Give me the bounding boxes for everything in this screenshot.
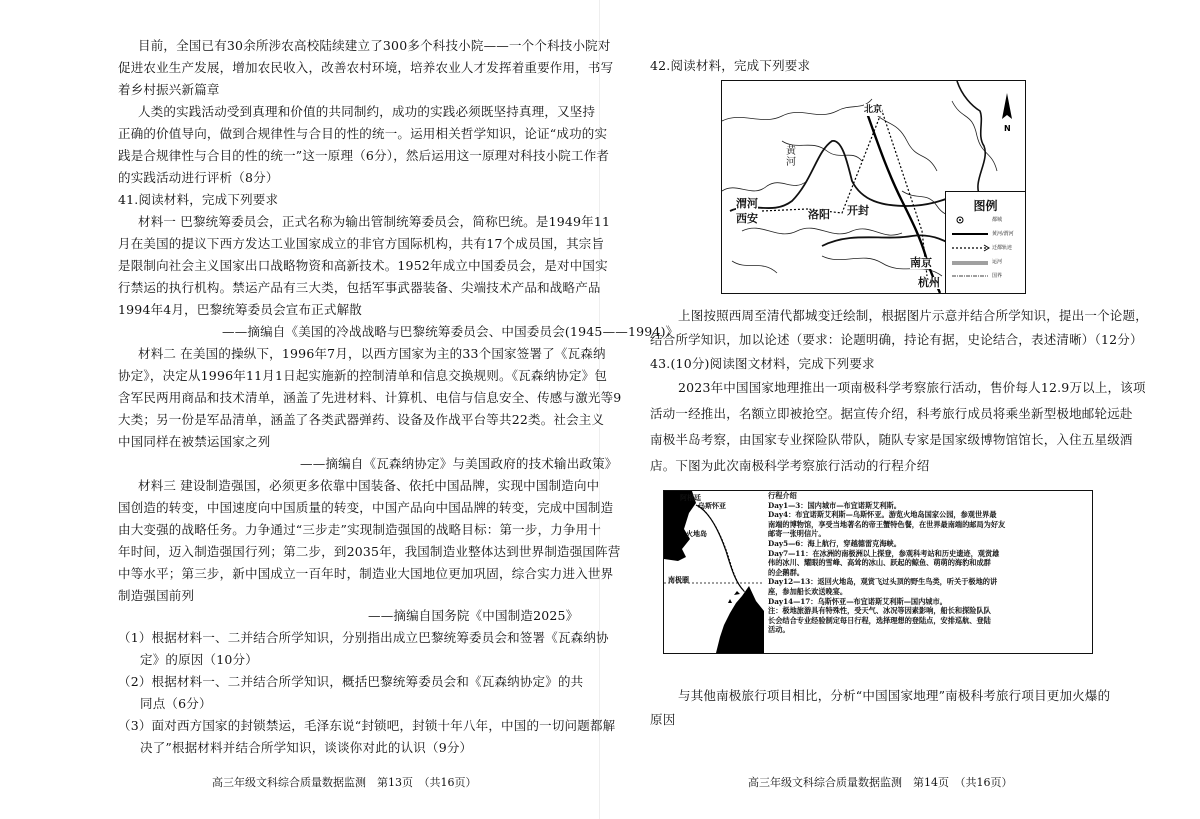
itinerary-line: Day4：布宜诺斯艾利斯—乌斯怀亚。游览火地岛国家公园，参观世界最: [768, 510, 997, 520]
question-41-heading: 41.阅读材料，完成下列要求: [118, 192, 279, 207]
city-nanjing: 南京: [910, 256, 932, 269]
itinerary-line: 邮寄一张明信片。: [768, 529, 826, 539]
text-line: 含军民两用商品和技术清单，涵盖了先进材料、计算机、电信与信息安全、传感与激光等9: [118, 390, 622, 405]
itinerary-line: Day7—11：在冰洲的南极洲以上探登，参观科考站和历史遗迹，观赏雄: [768, 548, 1000, 558]
itinerary-figure: [663, 490, 1093, 654]
itinerary-line: Day1—3：国内城市—布宜诺斯艾利斯。: [768, 500, 901, 510]
text-line: 人类的实践活动受到真理和价值的共同制约，成功的实践必须既坚持真理，又坚持: [138, 104, 596, 119]
itinerary-line: 注：极地旅游具有特殊性，受天气、冰况等因素影响，船长和探险队队: [768, 606, 991, 616]
legend-item-river: 黄河/渭河: [992, 231, 1014, 237]
text-line: 大类；另一份是军品清单，涵盖了各类武器弹药、设备及作战平台等共22类。社会主义: [118, 412, 605, 427]
sub-question-1: （1）根据材料一、二并结合所学知识，分别指出成立巴黎统筹委员会和签署《瓦森纳协: [118, 630, 609, 645]
source-citation: ——摘编自国务院《中国制造2025》: [368, 608, 579, 623]
text-line: 月在美国的提议下西方发达工业国家成立的非官方国际机构，共有17个成员国，其宗旨: [118, 236, 605, 251]
text-line: 同点（6分）: [140, 696, 212, 711]
city-beijing: 北京: [864, 105, 883, 115]
river-yellow-label: 黄河: [786, 146, 796, 168]
text-line: 原因: [650, 712, 676, 727]
text-line: 是限制向社会主义国家出口战略物资和高新技术。1952年成立中国委员会，是对中国实: [118, 258, 608, 273]
sub-question-2: （2）根据材料一、二并结合所学知识，概括巴黎统筹委员会和《瓦森纳协定》的共: [118, 674, 584, 689]
text-line: 国创造的转变，中国速度向中国质量的转变，中国产品向中国品牌的转变，完成中国制造: [118, 500, 614, 515]
map-legend: [945, 191, 1026, 294]
source-citation: ——摘编自《美国的冷战战略与巴黎统筹委员会、中国委员会(1945——1994)》: [222, 324, 679, 339]
text-line: 店。下图为此次南极科学考察旅行活动的行程介绍: [650, 458, 930, 473]
map-label-antarctica: 南极: [706, 619, 720, 628]
text-line: 2023年中国国家地理推出一项南极科学考察旅行活动，售价每人12.9万以上，该项: [678, 380, 1146, 395]
itinerary-title: 行程介绍: [768, 491, 797, 500]
text-line: 结合所学知识，加以论述（要求：论题明确，持论有据，史论结合，表述清晰）（12分）: [650, 332, 1143, 347]
itinerary-line: 南端的博物馆，享受当地著名的帝王蟹特色餐，在世界最南端的邮局为好友: [768, 519, 1006, 529]
text-line: 年时间，迈入制造强国行列；第二步，到2035年，我国制造业整体达到世界制造强国阵营: [118, 544, 621, 559]
text-line: 协定》，决定从1996年11月1日起实施新的控制清单和信息交换规则。《瓦森纳协定》包: [118, 368, 608, 383]
itinerary-line: Day12—13：返回火地岛，观赏飞过头顶的野生鸟类，听关于极地的讲: [768, 577, 998, 587]
itinerary-line: 长会结合专业经验制定每日行程，选择理想的登陆点，安排巡航、登陆: [768, 615, 991, 625]
svg-text:N: N: [1004, 124, 1011, 133]
text-line: 南极半岛考察，由国家专业探险队带队，随队专家是国家级博物馆馆长，入住五星级酒: [650, 432, 1133, 447]
text-line: 中国同样在被禁运国家之列: [118, 434, 271, 449]
map-label-fire-island: 火地岛: [686, 529, 707, 538]
question-42-heading: 42.阅读材料，完成下列要求: [650, 58, 811, 73]
city-xian: 西安: [736, 212, 758, 225]
text-line: 中等水平；第三步，新中国成立一百年时，制造业大国地位更加巩固，综合实力进入世界: [118, 566, 614, 581]
map-label-argentina: 阿根廷: [680, 493, 701, 502]
text-line: 1994年4月，巴黎统筹委员会宣布正式解散: [118, 302, 362, 317]
itinerary-line: 伟的冰川、耀眼的雪峰、高耸的冰山、跃起的鲸鱼、萌萌的海豹和成群: [768, 558, 991, 568]
text-line: 目前，全国已有30余所涉农高校陆续建立了300多个科技小院——一个个科技小院对: [138, 38, 611, 53]
question-43-heading: 43.(10分)阅读图文材料，完成下列要求: [650, 356, 875, 371]
text-line: 上图按照西周至清代都城变迁绘制，根据图片示意并结合所学知识，提出一个论题，: [678, 308, 1148, 323]
map-label-ushuaia: 乌斯怀亚: [698, 501, 726, 510]
river-wei-label: 渭河: [736, 197, 758, 210]
city-kaifeng: 开封: [847, 204, 869, 217]
source-citation: ——摘编自《瓦森纳协定》与美国政府的技术输出政策》: [300, 456, 618, 471]
text-line: 行禁运的执行机构。禁运产品有三大类，包括军事武器装备、尖端技术产品和战略产品: [118, 280, 601, 295]
page-footer: 高三年级文科综合质量数据监测 第13页 （共16页）: [212, 776, 477, 789]
text-line: 正确的价值导向，做到合规律性与合目的性的统一。运用相关哲学知识，论证“成功的实: [118, 126, 608, 141]
itinerary-line: 活动。: [768, 625, 790, 635]
itinerary-line: 的企鹅群。: [768, 567, 804, 577]
legend-item-border: 国界: [992, 273, 1003, 279]
material-3-line: 材料三 建设制造强国，必须更多依靠中国装备、依托中国品牌，实现中国制造向中: [138, 478, 600, 493]
itinerary-text: [768, 491, 1088, 635]
text-line: 制造强国前列: [118, 588, 195, 603]
legend-title: 图例: [973, 199, 998, 213]
city-hangzhou: 杭州: [918, 276, 940, 289]
itinerary-line: 座，参加船长欢送晚宴。: [768, 586, 848, 596]
city-luoyang: 洛阳: [808, 208, 830, 221]
itinerary-map: [664, 491, 764, 653]
legend-item-canal: 运河: [992, 259, 1003, 265]
text-line: 着乡村振兴新篇章: [118, 82, 220, 97]
text-line: 促进农业生产发展，增加农民收入，改善农村环境，培养农业人才发挥着重要作用，书写: [118, 60, 614, 75]
legend-symbols: [952, 216, 992, 288]
page-footer: 高三年级文科综合质量数据监测 第14页 （共16页）: [748, 776, 1013, 789]
legend-item-migration: 迁都轨迹: [992, 245, 1013, 251]
sub-question-3: （3）面对西方国家的封锁禁运，毛泽东说“封锁吧，封锁十年八年，中国的一切问题都解: [118, 718, 616, 733]
text-line: 决了”根据材料并结合所学知识，谈谈你对此的认识（9分）: [140, 740, 473, 755]
itinerary-line: Day14—17：乌斯怀亚—布宜诺斯艾利斯—国内城市。: [768, 596, 947, 606]
text-line: 与其他南极旅行项目相比，分析“中国国家地理”南极科考旅行项目更加火爆的: [678, 688, 1111, 703]
itinerary-line: Day5—6：海上航行，穿越德雷克海峡。: [768, 538, 901, 548]
text-line: 的实践活动进行评析（8分）: [118, 170, 279, 185]
material-2-line: 材料二 在美国的操纵下，1996年7月，以西方国家为主的33个国家签署了《瓦森纳: [138, 346, 606, 361]
map-label-antarctic-circle: 南极圈: [668, 575, 689, 584]
legend-item-capital: 都城: [992, 217, 1003, 223]
text-line: 践是合规律性与合目的性的统一”这一原理（6分），然后运用这一原理对科技小院工作者: [118, 148, 610, 163]
material-1-line: 材料一 巴黎统筹委员会，正式名称为输出管制统筹委员会，简称巴统。是1949年11: [138, 214, 611, 229]
text-line: 由大变强的战略任务。力争通过“三步走”实现制造强国的战略目标：第一步，力争用十: [118, 522, 602, 537]
text-line: 活动一经推出，名额立即被抢空。据宣传介绍，科考旅行成员将乘坐新型极地邮轮远赴: [650, 406, 1133, 421]
text-line: 定》的原因（10分）: [140, 652, 258, 667]
